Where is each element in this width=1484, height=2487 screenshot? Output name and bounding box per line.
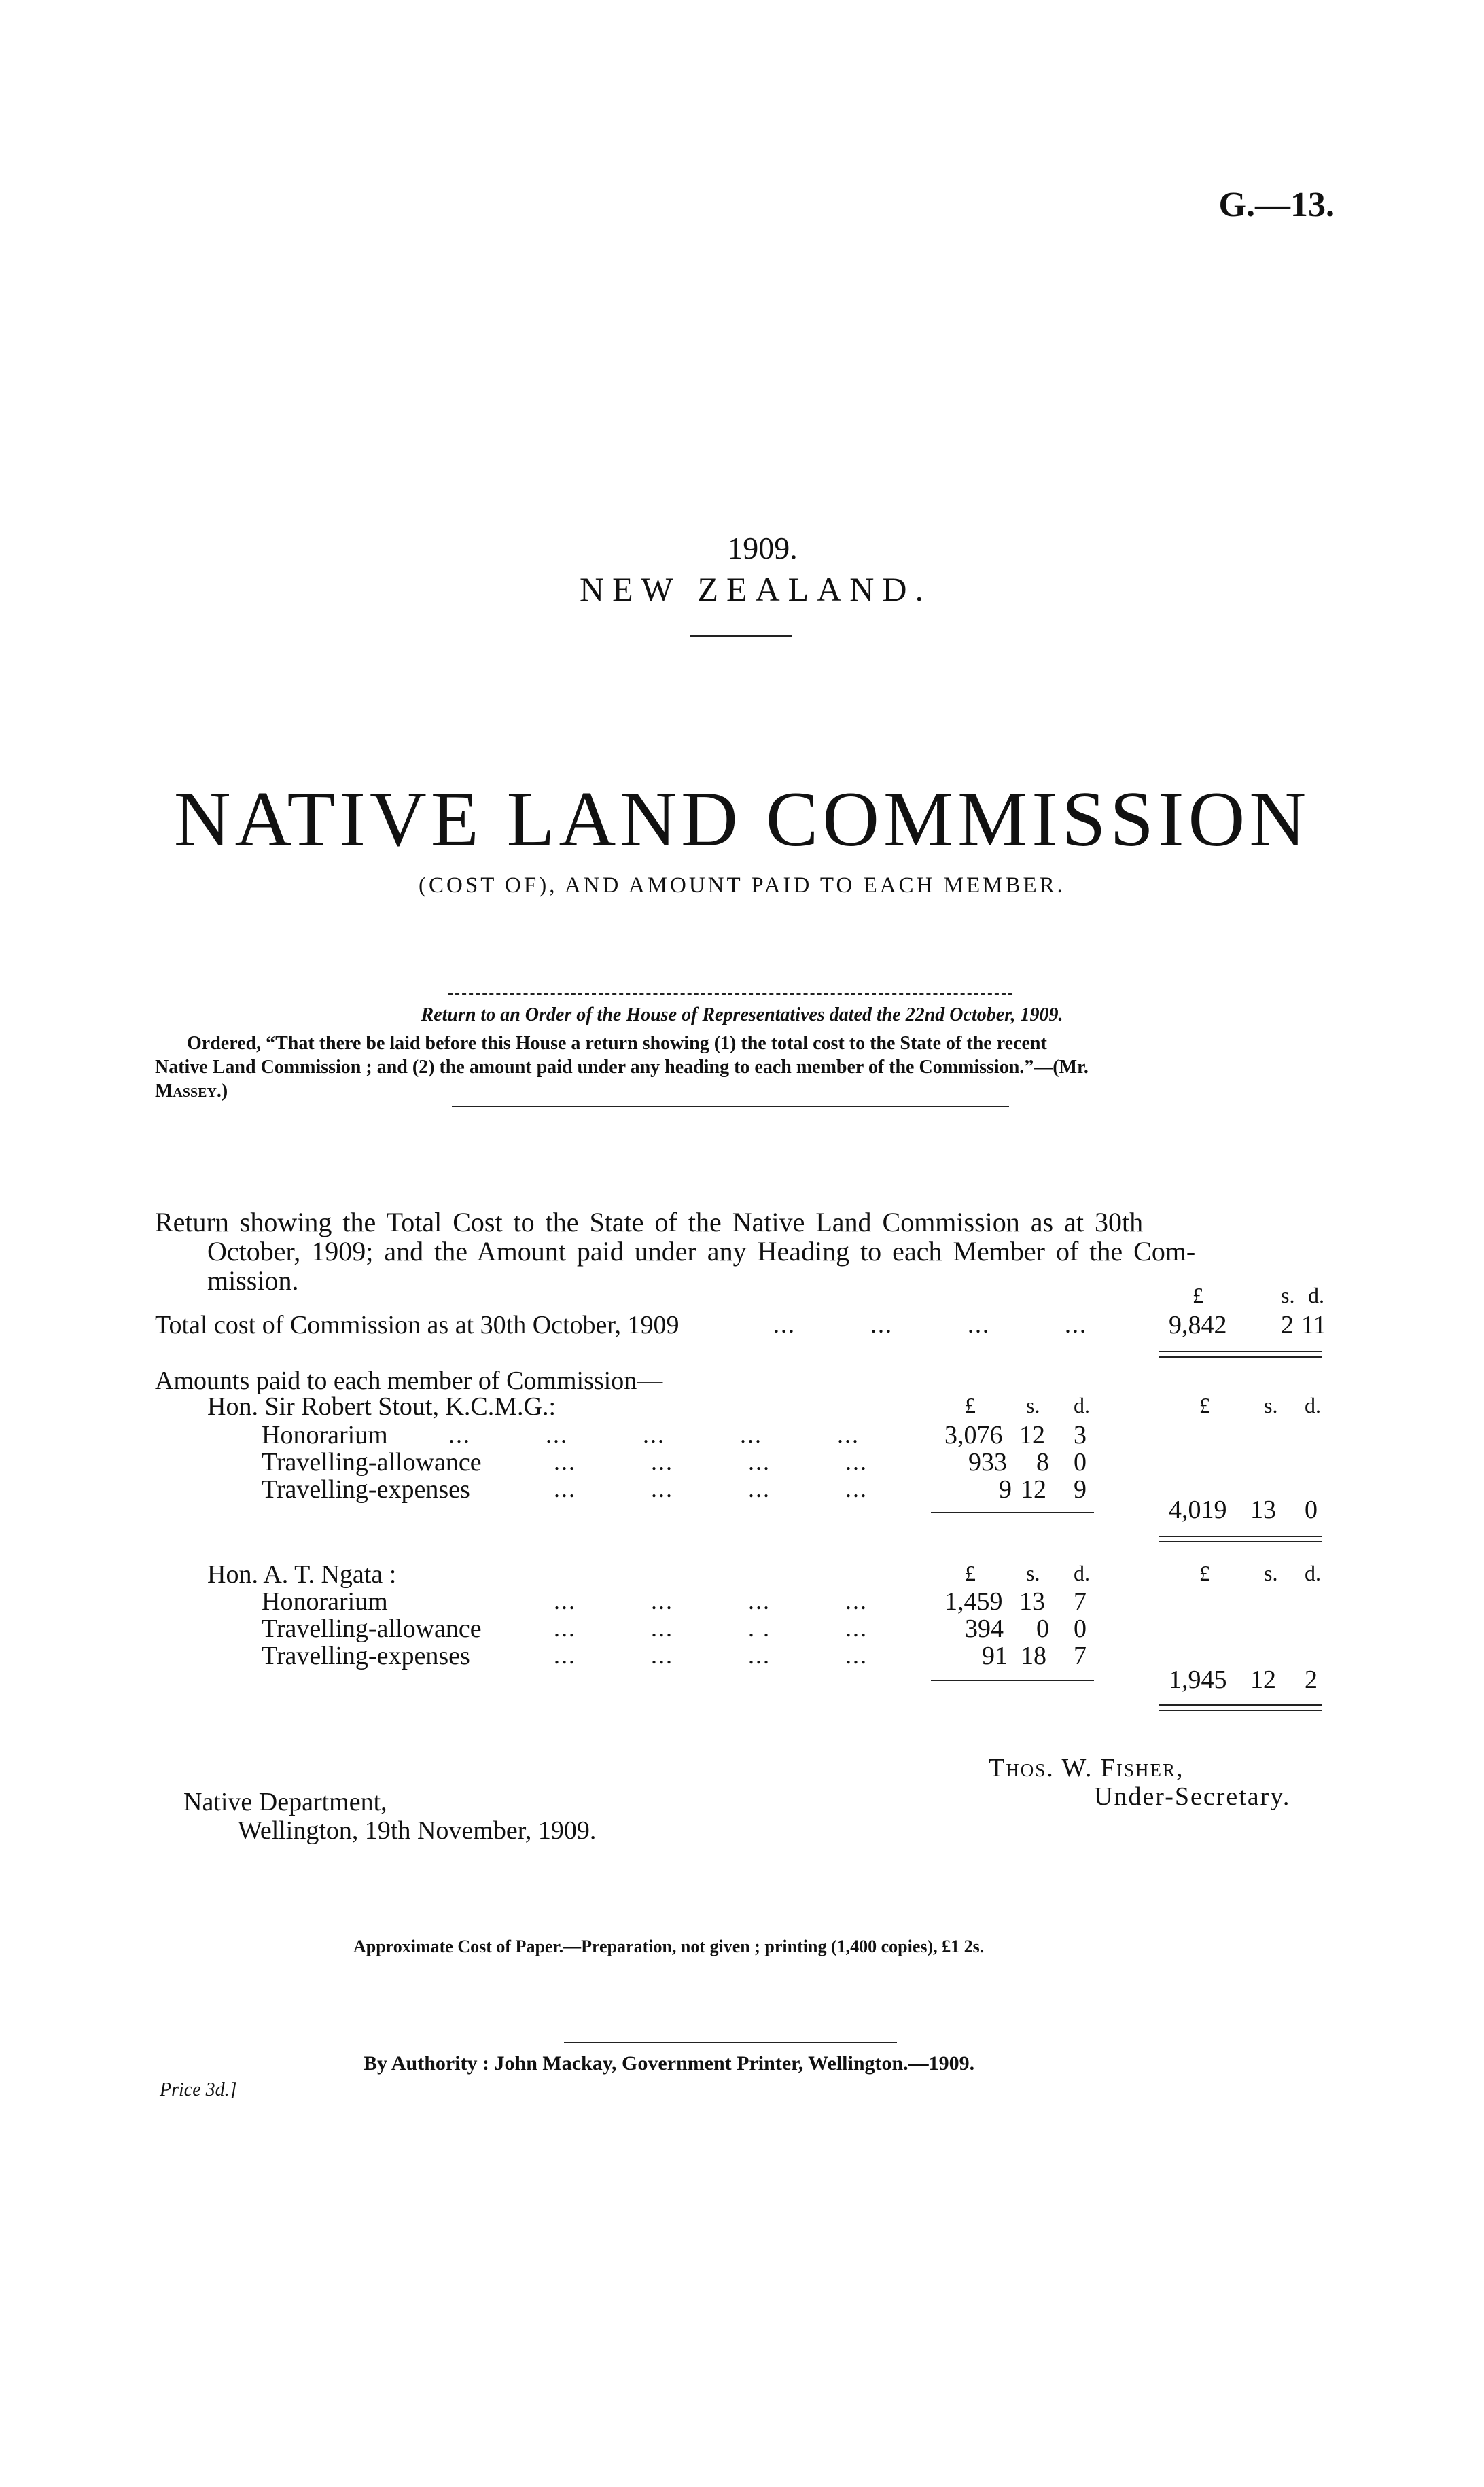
subtotal-pence-header: d. (1305, 1393, 1321, 1417)
member-double-rule-top (1159, 1536, 1322, 1537)
subtotal-pound-header: £ (1199, 1561, 1210, 1585)
line-item-label: Travelling-allowance (262, 1448, 482, 1477)
return-intro-line-1: Return showing the Total Cost to the State of the Native Land Commission as at 30th (155, 1207, 1144, 1237)
line-item-shillings: 8 (1036, 1448, 1049, 1477)
line-item-pence: 0 (1074, 1615, 1086, 1643)
line-item-shillings: 18 (1021, 1642, 1046, 1670)
total-shilling-header: s. (1281, 1283, 1295, 1307)
line-item-shillings: 12 (1021, 1475, 1046, 1504)
line-item-label: Travelling-expenses (262, 1475, 470, 1504)
total-double-rule-top (1159, 1351, 1322, 1352)
subtotal-pound-header: £ (1199, 1393, 1210, 1417)
member-total-pence: 2 (1305, 1665, 1318, 1694)
line-item-shillings: 12 (1019, 1421, 1045, 1449)
line-item-pounds: 3,076 (944, 1421, 1003, 1449)
total-pence-header: d. (1308, 1283, 1324, 1307)
total-double-rule-bottom (1159, 1356, 1322, 1358)
total-cost-pounds: 9,842 (1169, 1311, 1227, 1339)
line-item-pence: 0 (1074, 1448, 1086, 1477)
member-pound-header: £ (965, 1393, 976, 1417)
member-double-rule-bottom (1159, 1541, 1322, 1542)
total-cost-pence: 11 (1301, 1311, 1326, 1339)
line-item-leader: ... ... ... ... (554, 1448, 868, 1475)
line-item-pounds: 933 (968, 1448, 1007, 1477)
member-total-shillings: 13 (1250, 1496, 1276, 1524)
line-item-pounds: 91 (982, 1642, 1008, 1670)
signatory-name: Thos. W. Fisher, (989, 1754, 1184, 1782)
member-name: Hon. A. T. Ngata : (207, 1560, 397, 1589)
line-item-leader: ... ... ... ... ... (448, 1421, 860, 1448)
subtotal-rule (931, 1680, 1094, 1681)
member-total-shillings: 12 (1250, 1665, 1276, 1694)
return-intro-line-2: October, 1909; and the Amount paid under any Heading to each Member of the Com- (207, 1236, 1196, 1267)
return-intro-line-3: mission. (207, 1265, 299, 1296)
department-line-1: Native Department, (183, 1788, 387, 1816)
line-item-label: Honorarium (262, 1587, 388, 1616)
line-item-leader: ... ... ... ... (554, 1587, 868, 1615)
line-item-pence: 7 (1074, 1642, 1086, 1670)
order-divider (452, 1106, 1009, 1107)
member-double-rule-top (1159, 1704, 1322, 1706)
member-name: Hon. Sir Robert Stout, K.C.M.G.: (207, 1392, 556, 1421)
member-pound-header: £ (965, 1561, 976, 1585)
line-item-pounds: 1,459 (944, 1587, 1003, 1616)
member-pence-header: d. (1074, 1393, 1090, 1417)
member-total-pence: 0 (1305, 1496, 1318, 1524)
footer-divider (564, 2042, 897, 2043)
line-item-leader: ... ... ... ... (554, 1475, 868, 1502)
total-cost-leader: ... ... ... ... (773, 1311, 1087, 1338)
member-total-pounds: 1,945 (1169, 1665, 1227, 1694)
cost-of-paper-note: Approximate Cost of Paper.—Preparation, not given ; printing (1,400 copies), £1 2s. (353, 1937, 985, 1956)
order-text-line-2: Native Land Commission ; and (2) the amount paid under any heading to each member of the Commission.”—(Mr. (155, 1057, 1089, 1078)
line-item-label: Travelling-expenses (262, 1642, 470, 1670)
page-subtitle: (COST OF), AND AMOUNT PAID TO EACH MEMBER. (419, 873, 1065, 898)
year: 1909. (727, 531, 798, 565)
order-heading: Return to an Order of the House of Representatives dated the 22nd October, 1909. (421, 1004, 1063, 1025)
header-divider (690, 635, 792, 637)
line-item-label: Honorarium (262, 1421, 388, 1449)
total-pound-header: £ (1192, 1283, 1203, 1307)
total-cost-label: Total cost of Commission as at 30th October, 1909 (155, 1311, 679, 1339)
amounts-heading: Amounts paid to each member of Commission— (155, 1366, 663, 1395)
member-shilling-header: s. (1026, 1393, 1040, 1417)
member-shilling-header: s. (1026, 1561, 1040, 1585)
line-item-pence: 9 (1074, 1475, 1086, 1504)
order-text-line-3: Massey.) (155, 1080, 228, 1101)
member-double-rule-bottom (1159, 1710, 1322, 1711)
page-title: NATIVE LAND COMMISSION (173, 776, 1311, 863)
subtotal-shilling-header: s. (1264, 1393, 1278, 1417)
signatory-title: Under-Secretary. (1094, 1782, 1291, 1811)
line-item-pence: 7 (1074, 1587, 1086, 1616)
line-item-label: Travelling-allowance (262, 1615, 482, 1643)
line-item-pounds: 9 (999, 1475, 1012, 1504)
member-pence-header: d. (1074, 1561, 1090, 1585)
line-item-shillings: 13 (1019, 1587, 1045, 1616)
line-item-leader: ... ... ... ... (554, 1642, 868, 1669)
document-reference: G.—13. (1218, 186, 1335, 224)
price: Price 3d.] (160, 2079, 237, 2100)
subtotal-rule (931, 1512, 1094, 1513)
line-item-shillings: 0 (1036, 1615, 1049, 1643)
line-item-pence: 3 (1074, 1421, 1086, 1449)
subtotal-pence-header: d. (1305, 1561, 1321, 1585)
line-item-pounds: 394 (965, 1615, 1004, 1643)
line-item-leader: ... ... . . ... (554, 1615, 868, 1642)
total-cost-shillings: 2 (1281, 1311, 1294, 1339)
subtotal-shilling-header: s. (1264, 1561, 1278, 1585)
country: NEW ZEALAND. (580, 570, 932, 608)
title-divider (448, 993, 1012, 995)
member-total-pounds: 4,019 (1169, 1496, 1227, 1524)
printer-authority: By Authority : John Mackay, Government Printer, Wellington.—1909. (364, 2052, 975, 2075)
department-line-2: Wellington, 19th November, 1909. (238, 1816, 597, 1845)
order-text-line-1: Ordered, “That there be laid before this House a return showing (1) the total cost to the State of the recent (187, 1033, 1047, 1054)
